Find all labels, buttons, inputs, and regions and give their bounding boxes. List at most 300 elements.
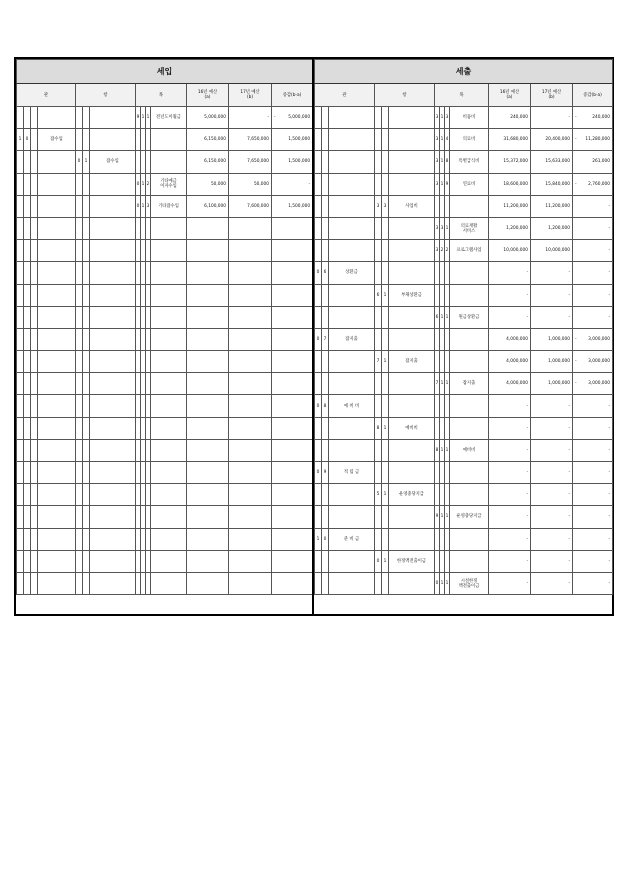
revenue-gwan-digit — [31, 262, 38, 284]
diff-value: - — [608, 403, 611, 409]
expense-hang-digit — [375, 306, 382, 328]
revenue-gwan-digit — [31, 306, 38, 328]
expense-mok-digit: 4 — [445, 129, 450, 151]
revenue-row — [17, 550, 313, 572]
revenue-header-diff: 증감(b-a) — [272, 84, 313, 107]
expense-hang-digit: 6 — [375, 284, 382, 306]
expense-gwan-digit — [322, 173, 329, 195]
revenue-gwan-digit — [17, 484, 24, 506]
expense-row — [315, 107, 613, 129]
revenue-prev-budget — [187, 217, 229, 239]
expense-mok-digit: 8 — [445, 151, 450, 173]
expense-diff — [573, 417, 613, 439]
revenue-gwan-name — [38, 151, 76, 173]
revenue-gwan-name — [38, 484, 76, 506]
expense-prev-budget: - — [489, 417, 531, 439]
revenue-gwan-digit — [24, 107, 31, 129]
revenue-hang-digit — [83, 328, 90, 350]
revenue-gwan-digit — [17, 328, 24, 350]
expense-row — [315, 417, 613, 439]
revenue-gwan-digit — [17, 462, 24, 484]
revenue-hang-digit: 0 — [76, 151, 83, 173]
expense-diff — [573, 107, 613, 129]
revenue-hang-name — [90, 373, 136, 395]
revenue-gwan-name — [38, 173, 76, 195]
revenue-gwan-digit — [17, 528, 24, 550]
expense-gwan-digit — [315, 217, 322, 239]
expense-title: 세출 — [315, 60, 613, 84]
revenue-hang-digit — [76, 417, 83, 439]
expense-mok-name: 특별급식비 — [450, 151, 489, 173]
revenue-hang-digit — [83, 417, 90, 439]
expense-curr-budget: - — [531, 528, 573, 550]
expense-row — [315, 462, 613, 484]
expense-diff — [573, 173, 613, 195]
revenue-curr-budget — [229, 217, 272, 239]
revenue-curr-budget: 7,600,000 — [229, 195, 272, 217]
expense-mok-name — [450, 284, 489, 306]
revenue-hang-digit — [83, 506, 90, 528]
revenue-diff — [272, 262, 313, 284]
revenue-gwan-digit — [24, 462, 31, 484]
revenue-gwan-digit — [24, 217, 31, 239]
revenue-hang-digit — [83, 240, 90, 262]
expense-curr-budget: 20,400,000 — [531, 129, 573, 151]
expense-mok-digit: 8 — [435, 439, 440, 461]
revenue-hang-digit — [83, 439, 90, 461]
revenue-curr-budget — [229, 572, 272, 594]
revenue-hang-digit — [76, 328, 83, 350]
revenue-mok-name — [151, 395, 187, 417]
revenue-gwan-digit — [31, 572, 38, 594]
expense-hang-digit — [375, 129, 382, 151]
expense-prev-budget: - — [489, 262, 531, 284]
expense-hang-digit — [382, 506, 389, 528]
revenue-gwan-name — [38, 328, 76, 350]
revenue-row — [17, 351, 313, 373]
expense-mok-digit: 3 — [435, 240, 440, 262]
revenue-prev-budget — [187, 550, 229, 572]
expense-hang-name: 예비비 — [389, 417, 435, 439]
revenue-mok-digit: 0 — [136, 195, 141, 217]
expense-gwan-digit: 8 — [322, 395, 329, 417]
expense-prev-budget: 4,000,000 — [489, 373, 531, 395]
expense-mok-digit: 1 — [445, 506, 450, 528]
revenue-gwan-digit — [17, 417, 24, 439]
revenue-gwan-name — [38, 262, 76, 284]
expense-gwan-digit: 0 — [315, 262, 322, 284]
revenue-diff — [272, 506, 313, 528]
revenue-gwan-digit — [24, 550, 31, 572]
expense-mok-digit: 1 — [440, 506, 445, 528]
expense-gwan-digit — [322, 439, 329, 461]
expense-curr-budget: 1,000,000 — [531, 373, 573, 395]
revenue-prev-budget: 6,150,000 — [187, 151, 229, 173]
diff-value: 3,000,000 — [588, 336, 611, 342]
revenue-gwan-digit — [31, 129, 38, 151]
revenue-diff — [272, 306, 313, 328]
expense-gwan-digit — [315, 550, 322, 572]
diff-value: 3,000,000 — [588, 359, 611, 365]
expense-hang-name — [389, 462, 435, 484]
revenue-gwan-name — [38, 572, 76, 594]
expense-hang-digit: 1 — [382, 484, 389, 506]
revenue-row — [17, 328, 313, 350]
diff-value: 261,000 — [592, 159, 611, 165]
expense-hang-digit — [382, 107, 389, 129]
expense-gwan-name: 준 비 금 — [329, 528, 375, 550]
expense-mok-digit: 3 — [435, 173, 440, 195]
diff-value: 11,280,000 — [585, 137, 611, 143]
expense-mok-digit: 3 — [440, 217, 445, 239]
expense-mok-name — [450, 484, 489, 506]
expense-hang-name: 한정액전출이금 — [389, 550, 435, 572]
decrease-sign: - — [575, 115, 577, 121]
expense-curr-budget: 15,840,000 — [531, 173, 573, 195]
expense-hang-digit — [375, 240, 382, 262]
expense-hang-name — [389, 107, 435, 129]
expense-hang-name — [389, 173, 435, 195]
expense-row — [315, 129, 613, 151]
expense-curr-budget: - — [531, 395, 573, 417]
revenue-curr-budget — [229, 306, 272, 328]
revenue-hang-name — [90, 462, 136, 484]
expense-mok-digit: 9 — [435, 506, 440, 528]
expense-hang-digit: 8 — [375, 417, 382, 439]
expense-gwan-name — [329, 217, 375, 239]
expense-hang-digit — [375, 439, 382, 461]
expense-gwan-name — [329, 351, 375, 373]
revenue-hang-digit — [83, 129, 90, 151]
expense-diff — [573, 284, 613, 306]
diff-value: - — [608, 270, 611, 276]
revenue-mok-name — [151, 462, 187, 484]
expense-mok-name — [450, 262, 489, 284]
expense-diff — [573, 195, 613, 217]
expense-row — [315, 240, 613, 262]
revenue-prev-budget: 6,100,000 — [187, 195, 229, 217]
diff-value: - — [608, 558, 611, 564]
revenue-hang-name: 잡수입 — [90, 151, 136, 173]
revenue-gwan-name — [38, 284, 76, 306]
expense-row — [315, 373, 613, 395]
revenue-gwan-digit — [24, 328, 31, 350]
expense-diff — [573, 395, 613, 417]
revenue-diff — [272, 550, 313, 572]
revenue-header-hang: 항 — [76, 84, 136, 107]
revenue-curr-budget — [229, 395, 272, 417]
expense-gwan-name — [329, 195, 375, 217]
revenue-hang-name — [90, 217, 136, 239]
revenue-prev-budget: 6,150,000 — [187, 129, 229, 151]
revenue-gwan-digit — [17, 306, 24, 328]
revenue-gwan-digit: 0 — [24, 129, 31, 151]
expense-curr-budget: 1,000,000 — [531, 328, 573, 350]
revenue-curr-budget — [229, 351, 272, 373]
revenue-gwan-digit — [31, 484, 38, 506]
revenue-hang-digit: 1 — [83, 151, 90, 173]
expense-diff — [573, 262, 613, 284]
expense-gwan-name — [329, 506, 375, 528]
revenue-mok-name — [151, 129, 187, 151]
expense-hang-name: 사업비 — [389, 195, 435, 217]
revenue-mok-name — [151, 151, 187, 173]
revenue-hang-digit — [83, 395, 90, 417]
revenue-header-prev: 16년 예산 (a) — [187, 84, 229, 107]
revenue-gwan-digit — [24, 351, 31, 373]
expense-row — [315, 262, 613, 284]
expense-hang-digit — [382, 528, 389, 550]
expense-gwan-digit — [315, 373, 322, 395]
revenue-mok-digit: 0 — [136, 173, 141, 195]
revenue-hang-name — [90, 195, 136, 217]
expense-row — [315, 484, 613, 506]
revenue-gwan-digit — [17, 284, 24, 306]
diff-value: - — [608, 470, 611, 476]
expense-mok-digit: 1 — [440, 129, 445, 151]
revenue-row — [17, 306, 313, 328]
revenue-gwan-digit — [24, 572, 31, 594]
revenue-hang-digit — [83, 484, 90, 506]
revenue-diff — [272, 240, 313, 262]
revenue-hang-name — [90, 528, 136, 550]
revenue-row — [17, 129, 313, 151]
revenue-mok-name — [151, 439, 187, 461]
expense-hang-name — [389, 328, 435, 350]
expense-mok-name — [450, 417, 489, 439]
expense-gwan-digit — [322, 217, 329, 239]
revenue-hang-name — [90, 173, 136, 195]
expense-mok-digit: 3 — [435, 151, 440, 173]
expense-hang-digit — [382, 373, 389, 395]
expense-prev-budget: - — [489, 395, 531, 417]
expense-hang-digit — [382, 151, 389, 173]
revenue-curr-budget — [229, 373, 272, 395]
expense-hang-name — [389, 439, 435, 461]
revenue-mok-name — [151, 351, 187, 373]
revenue-table — [16, 59, 313, 595]
expense-curr-budget: 15,633,000 — [531, 151, 573, 173]
expense-gwan-name — [329, 417, 375, 439]
expense-prev-budget: 31,680,000 — [489, 129, 531, 151]
expense-prev-budget: - — [489, 462, 531, 484]
revenue-hang-name — [90, 328, 136, 350]
revenue-gwan-name — [38, 217, 76, 239]
revenue-gwan-digit — [31, 395, 38, 417]
expense-diff — [573, 484, 613, 506]
revenue-row — [17, 462, 313, 484]
revenue-mok-digit: 1 — [141, 173, 146, 195]
revenue-gwan-name — [38, 306, 76, 328]
expense-hang-digit: 3 — [375, 195, 382, 217]
expense-header-gwan: 관 — [315, 84, 375, 107]
expense-curr-budget: - — [531, 306, 573, 328]
revenue-hang-name — [90, 395, 136, 417]
revenue-row — [17, 439, 313, 461]
revenue-prev-budget — [187, 572, 229, 594]
revenue-hang-digit — [76, 262, 83, 284]
expense-gwan-name — [329, 373, 375, 395]
expense-curr-budget: - — [531, 506, 573, 528]
expense-mok-digit: 2 — [440, 240, 445, 262]
expense-diff — [573, 439, 613, 461]
revenue-hang-digit — [76, 506, 83, 528]
revenue-hang-digit — [76, 572, 83, 594]
expense-mok-digit: 1 — [440, 107, 445, 129]
expense-mok-name: 의료재활 서비스 — [450, 217, 489, 239]
expense-hang-digit — [382, 262, 389, 284]
expense-gwan-digit — [322, 107, 329, 129]
diff-value: 5,000,000 — [288, 115, 311, 121]
revenue-row — [17, 107, 313, 129]
expense-mok-name — [450, 328, 489, 350]
expense-hang-digit — [375, 395, 382, 417]
expense-header-mok: 목 — [435, 84, 489, 107]
revenue-mok-digit: 1 — [141, 107, 146, 129]
expense-hang-digit: 1 — [382, 550, 389, 572]
expense-hang-digit — [375, 173, 382, 195]
revenue-gwan-digit — [17, 240, 24, 262]
expense-hang-name — [389, 506, 435, 528]
revenue-hang-digit — [83, 284, 90, 306]
revenue-gwan-digit — [31, 240, 38, 262]
expense-gwan-digit — [315, 351, 322, 373]
expense-curr-budget: - — [531, 417, 573, 439]
expense-mok-name: 운영충당지급 — [450, 506, 489, 528]
expense-hang-digit — [382, 306, 389, 328]
expense-mok-digit: 1 — [440, 439, 445, 461]
revenue-gwan-digit: 1 — [17, 129, 24, 151]
expense-hang-digit — [382, 395, 389, 417]
revenue-curr-budget — [229, 506, 272, 528]
revenue-hang-name — [90, 572, 136, 594]
revenue-prev-budget — [187, 262, 229, 284]
expense-hang-digit — [382, 173, 389, 195]
revenue-header-mok: 목 — [136, 84, 187, 107]
expense-row — [315, 506, 613, 528]
revenue-mok-name — [151, 506, 187, 528]
revenue-hang-digit — [76, 173, 83, 195]
revenue-gwan-name — [38, 373, 76, 395]
expense-gwan-digit — [322, 284, 329, 306]
revenue-row — [17, 195, 313, 217]
expense-hang-digit: 1 — [382, 417, 389, 439]
expense-hang-name: 부채상환금 — [389, 284, 435, 306]
revenue-gwan-digit — [24, 262, 31, 284]
expense-prev-budget: - — [489, 284, 531, 306]
revenue-gwan-name — [38, 439, 76, 461]
expense-mok-digit: 0 — [435, 572, 440, 594]
revenue-prev-budget — [187, 351, 229, 373]
decrease-sign: - — [575, 137, 577, 143]
revenue-hang-name — [90, 262, 136, 284]
revenue-row — [17, 173, 313, 195]
expense-gwan-digit — [315, 129, 322, 151]
expense-hang-digit — [375, 262, 382, 284]
revenue-hang-name — [90, 550, 136, 572]
revenue-row — [17, 506, 313, 528]
revenue-prev-budget — [187, 484, 229, 506]
revenue-row — [17, 417, 313, 439]
expense-curr-budget: - — [531, 284, 573, 306]
revenue-gwan-digit — [17, 262, 24, 284]
expense-curr-budget: - — [531, 262, 573, 284]
expense-hang-name — [389, 217, 435, 239]
revenue-mok-name — [151, 262, 187, 284]
revenue-diff — [272, 462, 313, 484]
revenue-prev-budget — [187, 284, 229, 306]
expense-hang-digit: 1 — [382, 351, 389, 373]
diff-value: - — [608, 425, 611, 431]
revenue-diff — [272, 351, 313, 373]
revenue-row — [17, 528, 313, 550]
revenue-row — [17, 151, 313, 173]
revenue-gwan-digit — [24, 506, 31, 528]
revenue-mok-name — [151, 550, 187, 572]
revenue-diff — [272, 217, 313, 239]
expense-mok-name — [450, 395, 489, 417]
expense-header-prev: 16년 예산 (a) — [489, 84, 531, 107]
revenue-gwan-name: 잡수입 — [38, 129, 76, 151]
revenue-curr-budget — [229, 439, 272, 461]
expense-gwan-digit — [315, 417, 322, 439]
expense-diff — [573, 306, 613, 328]
expense-gwan-digit — [322, 151, 329, 173]
expense-hang-name — [389, 395, 435, 417]
expense-mok-digit: 1 — [445, 439, 450, 461]
expense-gwan-digit — [322, 572, 329, 594]
expense-prev-budget: 4,000,000 — [489, 351, 531, 373]
revenue-gwan-digit — [17, 550, 24, 572]
revenue-gwan-digit — [17, 107, 24, 129]
expense-mok-name: 예비비 — [450, 439, 489, 461]
expense-mok-digit: 1 — [445, 217, 450, 239]
revenue-curr-budget: 7,650,000 — [229, 151, 272, 173]
revenue-gwan-name — [38, 195, 76, 217]
diff-value: - — [608, 203, 611, 209]
revenue-curr-budget — [229, 462, 272, 484]
expense-mok-name: 시설한정 액전출이금 — [450, 572, 489, 594]
expense-curr-budget: - — [531, 484, 573, 506]
revenue-diff — [272, 395, 313, 417]
expense-row — [315, 439, 613, 461]
expense-curr-budget: 1,000,000 — [531, 351, 573, 373]
revenue-gwan-digit — [17, 572, 24, 594]
revenue-curr-budget: 7,650,000 — [229, 129, 272, 151]
expense-mok-digit: 1 — [445, 373, 450, 395]
revenue-curr-budget — [229, 262, 272, 284]
expense-row — [315, 528, 613, 550]
revenue-gwan-digit — [17, 173, 24, 195]
expense-gwan-digit — [322, 550, 329, 572]
revenue-mok-name: 기타잡수입 — [151, 195, 187, 217]
expense-gwan-digit: 6 — [322, 262, 329, 284]
expense-hang-digit: 3 — [382, 195, 389, 217]
revenue-gwan-digit — [31, 528, 38, 550]
expense-mok-name: 연료비 — [450, 173, 489, 195]
revenue-gwan-name — [38, 550, 76, 572]
expense-gwan-digit — [315, 173, 322, 195]
revenue-diff — [272, 284, 313, 306]
revenue-row — [17, 240, 313, 262]
revenue-gwan-digit — [24, 151, 31, 173]
revenue-prev-budget — [187, 506, 229, 528]
revenue-hang-digit — [83, 550, 90, 572]
expense-gwan-digit — [322, 417, 329, 439]
revenue-diff — [272, 373, 313, 395]
revenue-prev-budget: 50,000 — [187, 173, 229, 195]
revenue-gwan-digit — [17, 439, 24, 461]
